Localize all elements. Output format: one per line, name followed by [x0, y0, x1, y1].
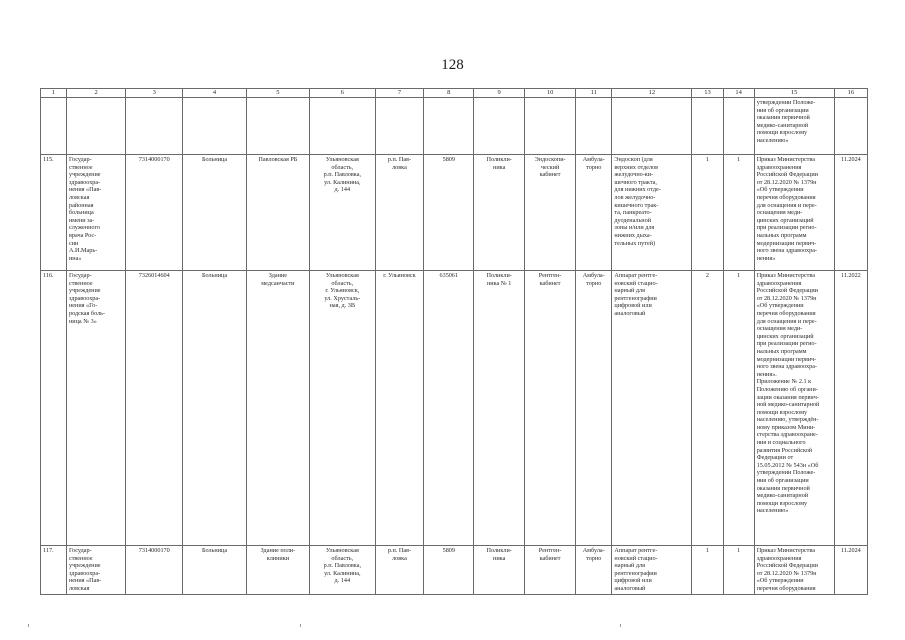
column-number: 15 — [754, 89, 834, 98]
department: Поликли- ника — [474, 155, 525, 271]
equipment: Эндоскоп (для верхних отделов желудочно-ки- шечного тракта, для нижних отде- лов желудочно- кишечного трак- та, панкреато- дуоденальной зоны и/или для нижних дыха- тельных путей) — [612, 155, 692, 271]
inn: 7326014604 — [126, 271, 183, 546]
equipment — [612, 98, 692, 155]
code: 5809 — [424, 155, 474, 271]
room: Рентген- кабинет — [525, 271, 576, 546]
date: 11.2024 — [834, 155, 867, 271]
care-mode: Амбула- торно — [576, 155, 612, 271]
equipment: Аппарат рентге- новский стацио- нарный для рентгенографии цифровой или аналоговый — [612, 271, 692, 546]
row-number: 117. — [41, 546, 67, 595]
column-number: 9 — [474, 89, 525, 98]
column-number-row — [41, 89, 868, 98]
care-mode: Амбула- торно — [576, 546, 612, 595]
legal-basis: Приказ Министерства здравоохранения Российской Федерации от 28.12.2020 № 1379н «Об утверждении перечня оборудования для оснащения и пере- оснащения меди- цинских организаций при реализации регио- нальных программ модернизации первич- ного звена здравоохра- нения» — [754, 155, 834, 271]
building — [246, 98, 309, 155]
facility-type: Больница — [183, 155, 246, 271]
care-mode: Амбула- торно — [576, 271, 612, 546]
quantity-a: 1 — [692, 546, 723, 595]
institution-name — [66, 98, 125, 155]
address — [310, 98, 375, 155]
column-number: 16 — [834, 89, 867, 98]
table-row — [41, 271, 868, 546]
inn: 7314000170 — [126, 546, 183, 595]
column-number: 6 — [310, 89, 375, 98]
facility-type — [183, 98, 246, 155]
row-number: 116. — [41, 271, 67, 546]
building: Здание поли- клиники — [246, 546, 309, 595]
building: Павловская РБ — [246, 155, 309, 271]
column-number: 3 — [126, 89, 183, 98]
date: 11.2024 — [834, 546, 867, 595]
scan-mark — [28, 624, 29, 627]
code: 5809 — [424, 546, 474, 595]
code — [424, 98, 474, 155]
table-row — [41, 546, 868, 595]
quantity-a — [692, 98, 723, 155]
register-table — [40, 88, 868, 595]
department: Поликли- ника — [474, 546, 525, 595]
column-number: 12 — [612, 89, 692, 98]
department — [474, 98, 525, 155]
column-number: 14 — [723, 89, 754, 98]
room: Рентген- кабинет — [525, 546, 576, 595]
scan-mark — [620, 624, 621, 627]
column-number: 11 — [576, 89, 612, 98]
column-number: 10 — [525, 89, 576, 98]
address: Ульяновская область, р.п. Павловка, ул. Калинина, д. 144 — [310, 546, 375, 595]
date: 11.2022 — [834, 271, 867, 546]
address: Ульяновская область, г. Ульяновск, ул. Хрусталь- ная, д. 3В — [310, 271, 375, 546]
facility-type: Больница — [183, 546, 246, 595]
scan-mark — [300, 624, 301, 627]
date — [834, 98, 867, 155]
department: Поликли- ника № 1 — [474, 271, 525, 546]
settlement: г. Ульяновск — [375, 271, 424, 546]
facility-type: Больница — [183, 271, 246, 546]
settlement: р.п. Пав- ловка — [375, 546, 424, 595]
settlement: р.п. Пав- ловка — [375, 155, 424, 271]
legal-basis: Приказ Министерства здравоохранения Российской Федерации от 28.12.2020 № 1379н «Об утверждении перечня оборудования — [754, 546, 834, 595]
inn — [126, 98, 183, 155]
inn: 7314000170 — [126, 155, 183, 271]
column-number: 7 — [375, 89, 424, 98]
column-number: 4 — [183, 89, 246, 98]
quantity-b: 1 — [723, 271, 754, 546]
column-number: 5 — [246, 89, 309, 98]
quantity-b — [723, 98, 754, 155]
row-number — [41, 98, 67, 155]
quantity-b: 1 — [723, 546, 754, 595]
quantity-a: 1 — [692, 155, 723, 271]
page-number: 128 — [441, 57, 464, 73]
row-number: 115. — [41, 155, 67, 271]
care-mode — [576, 98, 612, 155]
building: Здание медсанчасти — [246, 271, 309, 546]
institution-name: Государ- ственное учреждение здравоохра- нения «Пав- ловская — [66, 546, 125, 595]
quantity-a: 2 — [692, 271, 723, 546]
column-number: 13 — [692, 89, 723, 98]
code: 635061 — [424, 271, 474, 546]
address: Ульяновская область, р.п. Павловка, ул. Калинина, д. 144 — [310, 155, 375, 271]
column-number: 2 — [66, 89, 125, 98]
table-row-continuation — [41, 98, 868, 155]
column-number: 8 — [424, 89, 474, 98]
quantity-b: 1 — [723, 155, 754, 271]
equipment: Аппарат рентге- новский стацио- нарный для рентгенографии цифровой или аналоговый — [612, 546, 692, 595]
institution-name: Государ- ственное учреждение здравоохра- нения «Го- родская боль- ница № 3» — [66, 271, 125, 546]
legal-basis: утверждении Положе- ния об организации оказания первичной медико-санитарной помощи взрослому населению» — [754, 98, 834, 155]
room: Эндоскопи- ческий кабинет — [525, 155, 576, 271]
room — [525, 98, 576, 155]
column-number: 1 — [41, 89, 67, 98]
table-row — [41, 155, 868, 271]
legal-basis: Приказ Министерства здравоохранения Российской Федерации от 28.12.2020 № 1379н «Об утверждении перечня оборудования для оснащения и пере- оснащения меди- цинских организаций при реализации регио- нальных программ модернизации первич- ного звена здравоохра- нения». Приложение № 2.1 к Положению об органи- зации оказания первич- ной медико-санитарной помощи взрослому населению, утверждён- ному приказом Мини- стерства здравоохране- ния и социального развития Российской Федерации от 15.05.2012 № 543н «Об утверждении Положе- ния об организации оказания первичной медико-санитарной помощи взрослому населению» — [754, 271, 834, 546]
settlement — [375, 98, 424, 155]
institution-name: Государ- ственное учреждение здравоохра- нения «Пав- ловская районная больница имени за- служенного врача Рос- сии А.И.Марь- ина» — [66, 155, 125, 271]
